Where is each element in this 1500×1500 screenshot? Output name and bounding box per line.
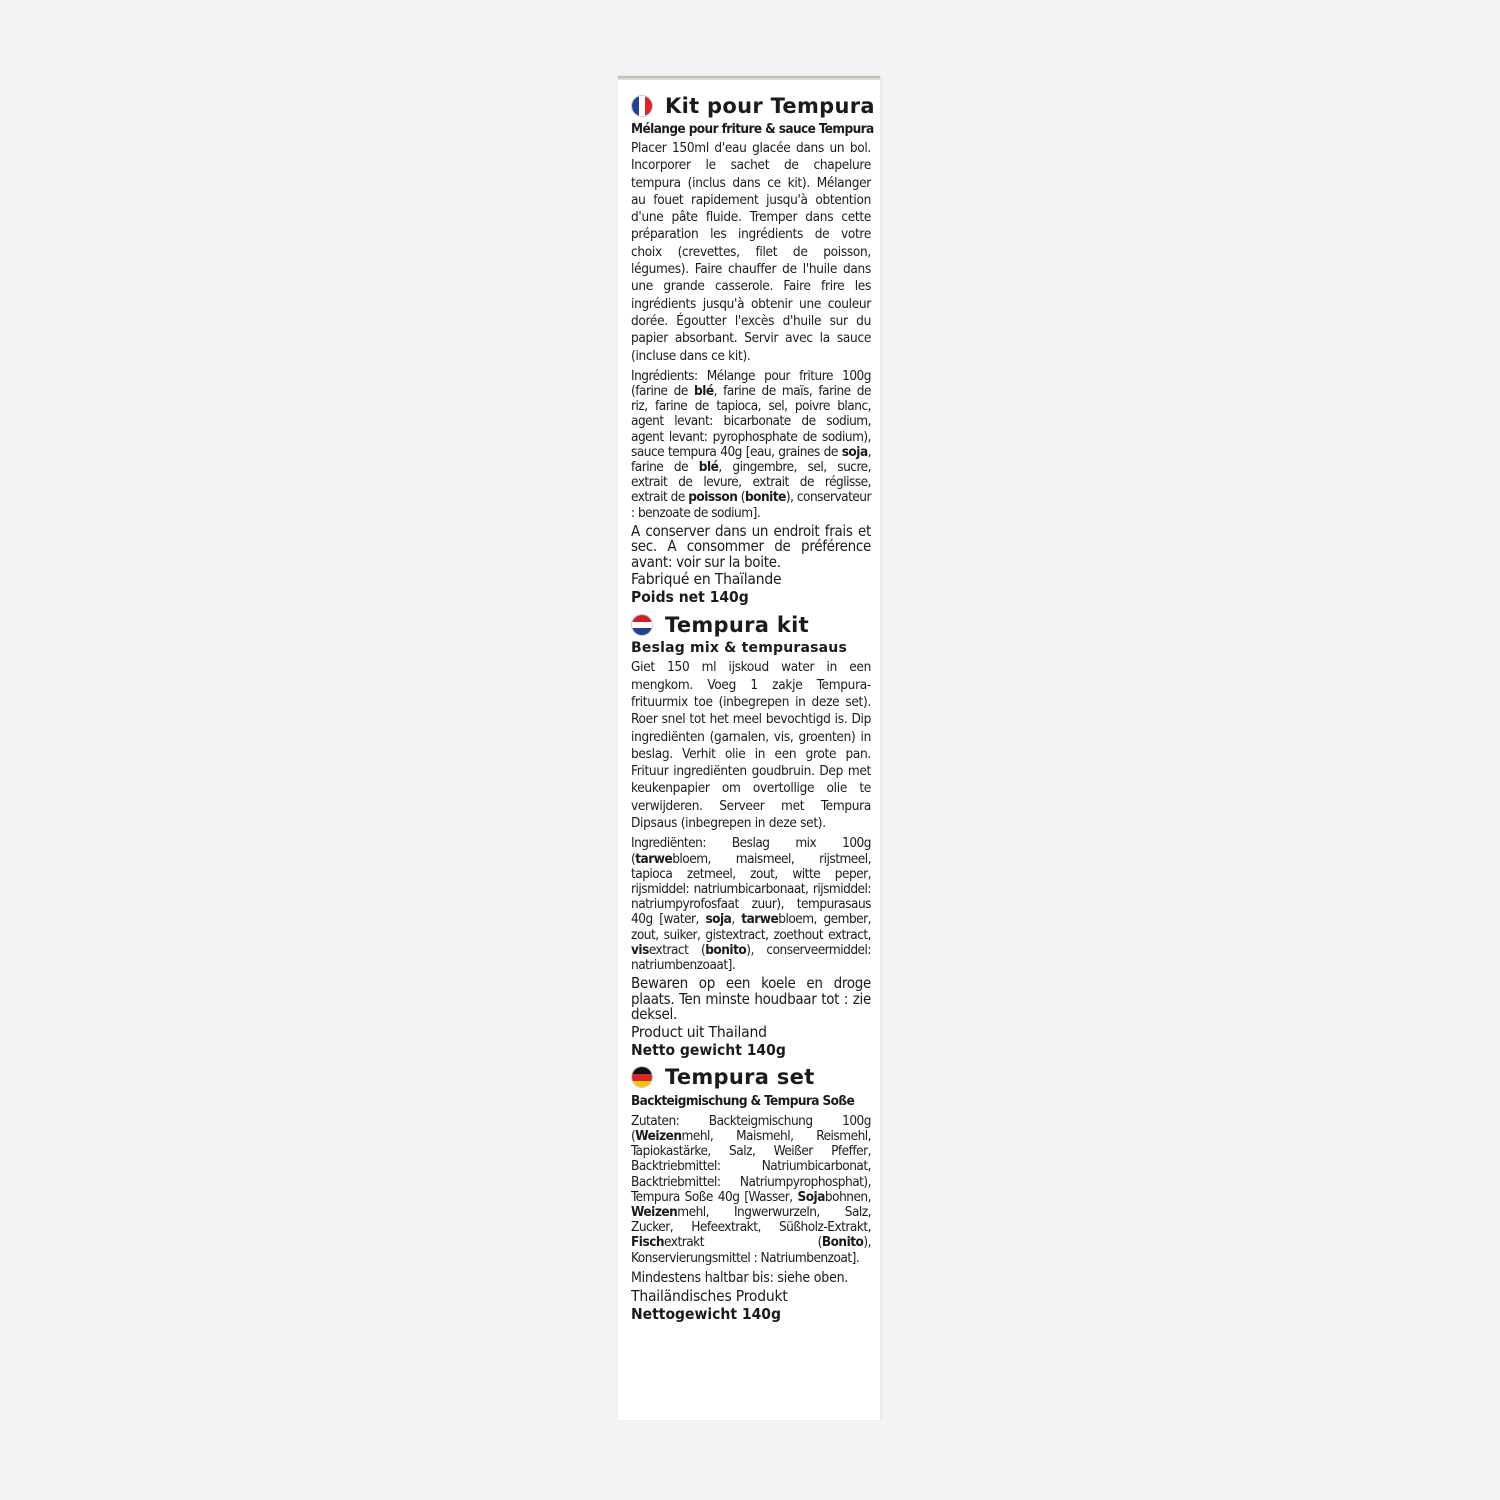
allergen: bonite <box>744 489 786 506</box>
allergen: tarwe <box>741 911 779 928</box>
allergen: tarwe <box>635 850 673 867</box>
german-subtitle: Backteigmischung & Tempura Soße <box>631 1092 855 1109</box>
french-ingredients: Ingrédients: Mélange pour friture 100g (farine de blé, farine de maïs, farine de riz, farine de tapioca, sel, poivre blanc, agent levant: bicarbonate de sodium, agent levant: pyrophosphate de sodium), sauce tempura 40g [eau, graines de soja, farine de blé, gingembre, sel, sucre, extrait de levure, extrait de réglisse, extrait de poisson (bonite), conservateur : benzoate de sodium]. <box>631 367 872 521</box>
dutch-instructions: Giet 150 ml ijskoud water in een mengkom. Voeg 1 zakje Tempura-frituurmix toe (inbegrepen in deze set). Roer snel tot het meel bevochtigd is. Dip ingrediënten (garnalen, vis, groenten) in beslag. Verhit olie in een grote pan. Frituur ingrediënten goudbruin. Dep met keukenpapier om overtollige olie te verwijderen. Serveer met Tempura Dipsaus (inbegrepen in deze set). <box>631 659 871 832</box>
french-title-row <box>631 92 875 119</box>
german-title: Tempura set <box>665 1065 815 1090</box>
dutch-subtitle: Beslag mix & tempurasaus <box>631 640 848 657</box>
allergen: Weizen <box>631 1203 678 1220</box>
german-origin: Thailändisches Produkt <box>631 1286 788 1305</box>
label-content <box>631 92 875 1328</box>
dutch-title: Tempura kit <box>665 612 809 637</box>
section-dutch <box>631 611 871 1059</box>
dutch-net-weight: Netto gewicht 140g <box>631 1040 786 1059</box>
french-origin: Fabriqué en Thaïlande <box>631 570 782 589</box>
box-top-edge <box>618 76 882 80</box>
section-german <box>631 1064 871 1324</box>
german-title-row <box>631 1064 871 1091</box>
allergen: Bonito <box>821 1234 864 1251</box>
french-subtitle: Mélange pour friture & sauce Tempura <box>631 121 874 137</box>
box-right-edge <box>880 76 882 1420</box>
allergen: Soja <box>797 1188 825 1205</box>
dutch-storage: Bewaren op een koele en droge plaats. Ten minste houdbaar tot : zie deksel. <box>631 974 871 1024</box>
german-storage: Mindestens haltbar bis: siehe oben. <box>631 1269 849 1286</box>
allergen: vis <box>631 941 649 958</box>
allergen: Fisch <box>631 1234 665 1251</box>
allergen: soja <box>705 911 732 928</box>
allergen: Weizen <box>635 1127 682 1144</box>
allergen: poisson <box>688 489 738 506</box>
dutch-origin: Product uit Thailand <box>631 1022 767 1041</box>
allergen: blé <box>698 459 719 476</box>
allergen: blé <box>694 383 714 400</box>
allergen: bonito <box>705 941 747 958</box>
french-storage: A conserver dans un endroit frais et sec. A consommer de préférence avant: voir sur la boite. <box>631 521 871 571</box>
dutch-ingredients: Ingrediënten: Beslag mix 100g (tarwebloem, maismeel, rijstmeel, tapioca zetmeel, zout, witte peper, rijsmiddel: natriumbicarbonaat, rijsmiddel: natriumpyrofosfaat zuur), tempurasaus 40g [water, soja, tarwebloem, gember, zout, suiker, gistextract, zoethout extract, visextract (bonito), conserveermiddel: natriumbenzoaat]. <box>631 835 872 973</box>
germany-flag-icon <box>631 1066 653 1088</box>
french-net-weight: Poids net 140g <box>631 588 749 607</box>
product-box-side-panel <box>618 76 882 1420</box>
netherlands-flag-icon <box>631 614 653 636</box>
german-net-weight: Nettogewicht 140g <box>631 1304 781 1323</box>
france-flag-icon <box>631 95 653 117</box>
section-french <box>631 92 875 607</box>
german-ingredients: Zutaten: Backteigmischung 100g (Weizenmehl, Maismehl, Reismehl, Tapiokastärke, Salz, Weißer Pfeffer, Backtriebmittel: Natriumbicarbonat, Backtriebmittel: Natriumpyrophosphat), Tempura Soße 40g [Wasser, Sojabohnen, Weizenmehl, Ingwerwurzeln, Salz, Zucker, Hefeextrakt, Süßholz-Extrakt, Fischextrakt (Bonito), Konservierungsmittel : Natriumbenzoat]. <box>631 1112 871 1266</box>
french-instructions: Placer 150ml d'eau glacée dans un bol. Incorporer le sachet de chapelure tempura (inclus dans ce kit). Mélanger au fouet rapidement jusqu'à obtention d'une pâte fluide. Tremper dans cette préparation les ingrédients de votre choix (crevettes, filet de poisson, légumes). Faire chauffer de l'huile dans une grande casserole. Faire frire les ingrédients jusqu'à obtenir une couleur dorée. Égoutter l'excès d'huile sur du papier absorbant. Servir avec la sauce (incluse dans ce kit). <box>631 140 871 364</box>
allergen: soja <box>841 443 868 460</box>
french-title: Kit pour Tempura <box>665 93 875 118</box>
dutch-title-row <box>631 611 871 638</box>
